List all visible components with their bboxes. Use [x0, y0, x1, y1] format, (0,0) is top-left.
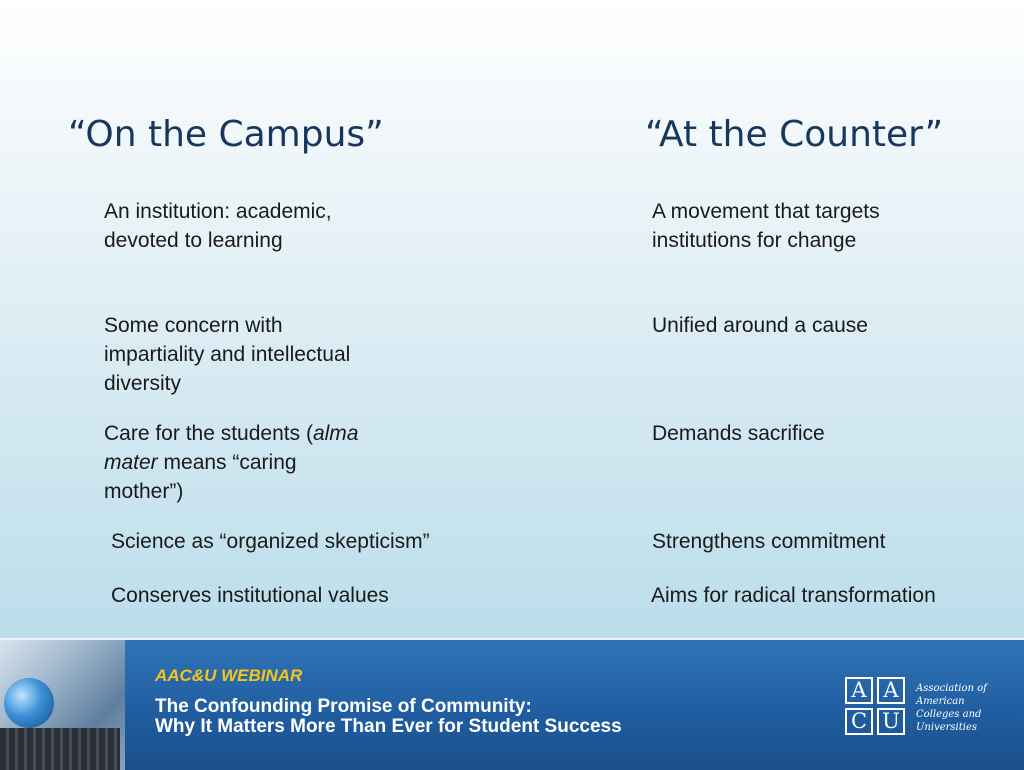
- laptop-keyboard-icon: [0, 728, 120, 770]
- row-1-left: An institution: academic, devoted to learning: [104, 200, 332, 252]
- left-column-title: “On the Campus”: [68, 114, 384, 155]
- row-3-left: [104, 419, 364, 506]
- logo-letter-u: U: [877, 708, 905, 735]
- row-1-right: A movement that targets institutions for change: [652, 200, 880, 252]
- logo-letter-c: C: [845, 708, 873, 735]
- row-2-left: Some concern with impartiality and intellectual diversity: [104, 314, 351, 395]
- webinar-banner: [0, 638, 1024, 770]
- row-5-right: Aims for radical transformation: [651, 584, 936, 607]
- right-column-title: “At the Counter”: [645, 114, 944, 155]
- row-3-left-pre: Care for the students (: [104, 422, 313, 445]
- logo-letter-a1: A: [845, 677, 873, 704]
- row-2-right: Unified around a cause: [652, 314, 868, 337]
- aacu-logo-text: Association of American Colleges and Universities: [916, 683, 987, 733]
- banner-photo: [0, 640, 125, 770]
- row-3-left-post: means “caring mother”): [104, 451, 297, 503]
- row-3-right: Demands sacrifice: [652, 422, 825, 445]
- globe-icon: [4, 678, 54, 728]
- aacu-logo: [845, 677, 909, 737]
- row-3-left-italic: alma mater: [104, 422, 359, 474]
- row-4-right: Strengthens commitment: [652, 530, 886, 553]
- logo-letter-a2: A: [877, 677, 905, 704]
- webinar-title-line-1: The Confounding Promise of Community:: [155, 696, 532, 717]
- row-4-left: Science as “organized skepticism”: [111, 530, 430, 553]
- row-5-left: Conserves institutional values: [111, 584, 389, 607]
- webinar-title-line-2: Why It Matters More Than Ever for Student Success: [155, 716, 622, 737]
- webinar-label: AAC&U WEBINAR: [155, 666, 303, 685]
